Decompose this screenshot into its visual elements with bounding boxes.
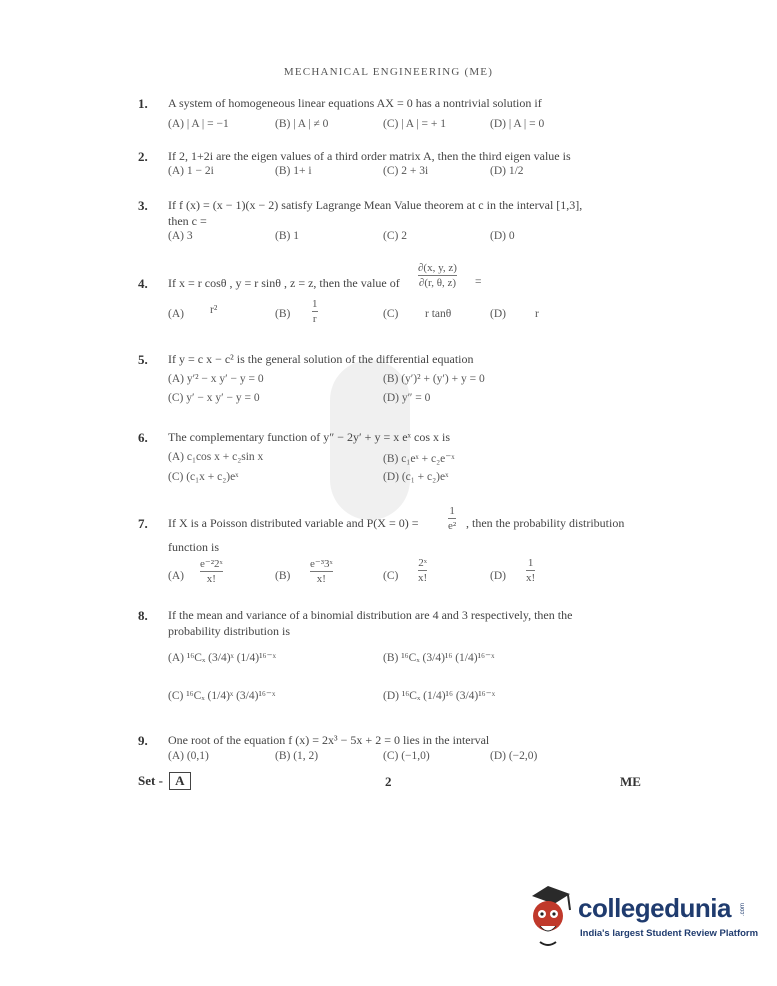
fraction-numerator: 2ˣ (418, 557, 427, 569)
fraction-denominator: x! (316, 573, 326, 585)
option-c: (C) 2 (383, 230, 407, 242)
question-number: 7. (138, 516, 148, 531)
question-text: If f (x) = (x − 1)(x − 2) satisfy Lagrange Mean Value theorem at c in the interval [1,3], (168, 198, 583, 212)
fraction-denominator: x! (526, 572, 536, 584)
option-d-fraction (526, 557, 535, 584)
option-c: (C) y′ − x y′ − y = 0 (168, 392, 260, 404)
option-b: (B) | A | ≠ 0 (275, 118, 329, 130)
fraction-numerator: 1 (312, 298, 318, 310)
logo-suffix: .com (740, 902, 746, 916)
fraction-denominator: r (312, 313, 317, 325)
option-a: (A) (0,1) (168, 750, 209, 762)
option-b: (B) ¹⁶Cₓ (3/4)¹⁶ (1/4)¹⁶⁻ˣ (383, 652, 495, 664)
option-a: (A) 1 − 2i (168, 165, 214, 177)
fraction-numerator: 1 (449, 505, 455, 517)
option-d: (D) (−2,0) (490, 750, 538, 762)
question-number: 9. (138, 733, 148, 748)
option-b: (B) 1+ i (275, 165, 312, 177)
page-number: 2 (385, 774, 392, 789)
question-number: 2. (138, 149, 148, 164)
fraction-bar (312, 311, 318, 312)
fraction-denominator: e² (448, 520, 457, 532)
option-c: r tanθ (425, 308, 452, 320)
p-fraction (448, 505, 456, 532)
option-c-label: (C) (383, 570, 399, 582)
option-a: (A) | A | = −1 (168, 118, 229, 130)
option-a: r² (210, 304, 218, 316)
question-text-after: , then the probability distribution (466, 516, 625, 530)
jacobian-fraction (418, 262, 457, 289)
jacobian-denominator: ∂(r, θ, z) (418, 277, 457, 289)
question-number: 6. (138, 430, 148, 445)
question-number: 5. (138, 352, 148, 367)
fraction-numerator: e⁻²2ˣ (200, 558, 223, 570)
option-a: (A) 3 (168, 230, 193, 242)
question-text: If 2, 1+2i are the eigen values of a third order matrix A, then the third eigen value is (168, 149, 571, 163)
fraction-bar (448, 518, 456, 519)
subject-code: ME (620, 774, 641, 789)
set-indicator (138, 772, 191, 790)
logo-tagline: India's largest Student Review Platform (580, 928, 759, 939)
option-a-label: (A) (168, 570, 184, 582)
set-label: Set - (138, 773, 163, 788)
option-b-fraction (310, 557, 333, 585)
jacobian-equals: = (475, 276, 482, 288)
logo-wordmark: collegedunia (578, 893, 731, 923)
page-header: MECHANICAL ENGINEERING (ME) (283, 66, 494, 78)
option-d: (D) | A | = 0 (490, 118, 545, 130)
fraction-bar (418, 275, 457, 276)
option-b-fraction (312, 298, 318, 325)
question-number: 8. (138, 608, 148, 623)
option-b: (B) (y′)² + (y′) + y = 0 (383, 373, 485, 385)
question-number: 3. (138, 198, 148, 213)
option-c: (C) (c₁x + c₂)eˣ (168, 471, 239, 483)
option-c-label: (C) (383, 308, 399, 320)
option-a: (A) c₁cos x + c₂sin x (168, 451, 264, 463)
option-c: (C) (−1,0) (383, 750, 430, 762)
set-value: A (169, 772, 190, 790)
question-text: If y = c x − c² is the general solution of the differential equation (168, 352, 474, 366)
fraction-numerator: 1 (527, 557, 534, 569)
question-number: 4. (138, 276, 148, 291)
question-text: If X is a Poisson distributed variable and P(X = 0) = (168, 516, 419, 530)
option-d: (D) 1/2 (490, 165, 524, 177)
jacobian-numerator: ∂(x, y, z) (418, 262, 457, 274)
question-text: If x = r cosθ , y = r sinθ , z = z, then the value of (168, 276, 400, 290)
option-c: (C) | A | = + 1 (383, 118, 446, 130)
fraction-denominator: x! (206, 573, 216, 585)
question-text: One root of the equation f (x) = 2x³ − 5x + 2 = 0 lies in the interval (168, 733, 490, 747)
question-text-line2: then c = (168, 214, 207, 228)
fraction-denominator: x! (418, 572, 428, 584)
option-d: r (535, 308, 539, 320)
mascot-icon (518, 880, 578, 952)
option-c: (C) 2 + 3i (383, 165, 429, 177)
option-a: (A) ¹⁶Cₓ (3/4)ˣ (1/4)¹⁶⁻ˣ (168, 652, 276, 664)
option-d-label: (D) (490, 308, 506, 320)
option-a-fraction (200, 557, 223, 585)
option-b-label: (B) (275, 570, 291, 582)
fraction-bar (200, 571, 223, 572)
question-text: A system of homogeneous linear equations AX = 0 has a nontrivial solution if (168, 96, 542, 110)
fraction-bar (310, 571, 333, 572)
fraction-bar (418, 570, 427, 571)
question-text-line2: probability distribution is (168, 624, 290, 638)
question-text-line2: function is (168, 540, 219, 554)
option-d-label: (D) (490, 570, 506, 582)
option-b: (B) (1, 2) (275, 750, 319, 762)
option-a: (A) y′² − x y′ − y = 0 (168, 373, 264, 385)
option-b: (B) 1 (275, 230, 299, 242)
fraction-numerator: e⁻³3ˣ (310, 558, 333, 570)
option-a-label: (A) (168, 308, 184, 320)
option-c-fraction (418, 557, 427, 584)
option-d: (D) 0 (490, 230, 515, 242)
option-d: (D) (c₁ + c₂)eˣ (383, 471, 449, 483)
question-text: If the mean and variance of a binomial distribution are 4 and 3 respectively, then the (168, 608, 573, 622)
question-text: The complementary function of y″ − 2y′ + y = x eˣ cos x is (168, 430, 450, 444)
option-b: (B) c₁eˣ + c₂e⁻ˣ (383, 453, 455, 465)
question-number: 1. (138, 96, 148, 111)
option-d: (D) ¹⁶Cₓ (1/4)¹⁶ (3/4)¹⁶⁻ˣ (383, 690, 496, 702)
option-c: (C) ¹⁶Cₓ (1/4)ˣ (3/4)¹⁶⁻ˣ (168, 690, 276, 702)
option-b-label: (B) (275, 308, 291, 320)
fraction-bar (526, 570, 535, 571)
option-d: (D) y″ = 0 (383, 392, 431, 404)
